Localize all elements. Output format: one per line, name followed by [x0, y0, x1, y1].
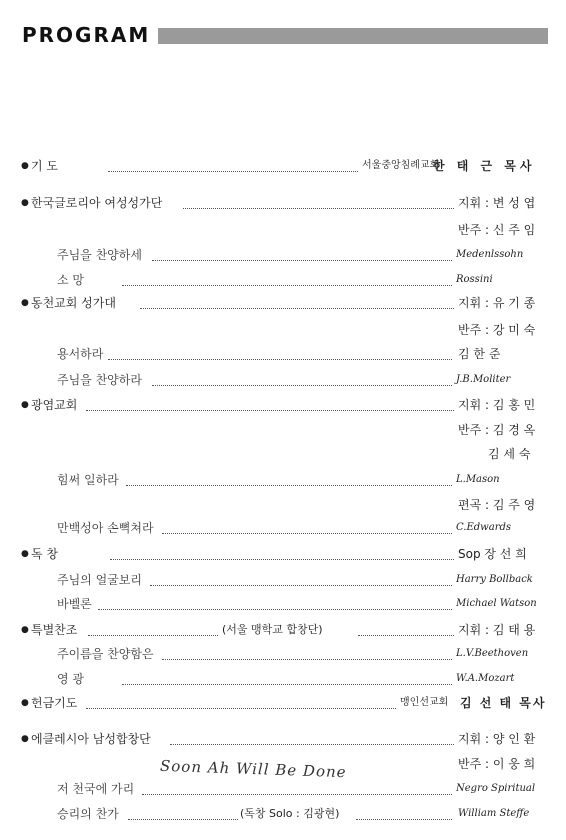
item-title: 독 창	[31, 547, 58, 561]
program-item-gwangyeom-church	[0, 395, 566, 415]
bullet-icon: ●	[21, 400, 29, 410]
leader-dots	[108, 170, 358, 172]
song-title: 주이름을 찬양함은	[57, 647, 154, 661]
program-item-ecclesia-choir	[0, 729, 566, 749]
composer: Michael Watson	[456, 598, 537, 609]
pastor-name: 김 선 태 목사	[460, 696, 547, 710]
accompanist: 반주 : 김 경 옥	[458, 423, 536, 437]
program-header	[22, 24, 548, 48]
program-song	[0, 344, 566, 364]
program-song	[0, 644, 566, 664]
item-title: 특별찬조	[31, 623, 78, 637]
bullet-icon: ●	[21, 698, 29, 708]
leader-dots	[142, 793, 452, 795]
item-title: 헌금기도	[31, 696, 78, 710]
program-item-offering-prayer	[0, 693, 566, 713]
program-subline	[0, 420, 566, 440]
church-name: 서울중앙침례교회	[362, 160, 440, 171]
program-subline	[0, 444, 566, 464]
accompanist: 반주 : 이 웅 희	[458, 757, 536, 771]
program-item-prayer	[0, 156, 566, 176]
leader-dots	[152, 384, 452, 386]
soloist-note: (독창 Solo : 김광현)	[240, 807, 340, 820]
program-song	[0, 804, 566, 824]
leader-dots	[86, 409, 454, 411]
item-title: 광염교회	[31, 398, 78, 412]
bullet-icon: ●	[21, 625, 29, 635]
program-song	[0, 270, 566, 290]
song-title: 영 광	[57, 672, 84, 686]
bullet-icon: ●	[21, 198, 29, 208]
program-song	[0, 779, 566, 799]
song-title: 주님을 찬양하라	[57, 373, 142, 387]
accompanist: 반주 : 신 주 임	[458, 223, 536, 237]
program-song	[0, 470, 566, 490]
program-item-gloria-choir	[0, 193, 566, 213]
leader-dots	[86, 707, 396, 709]
leader-dots	[140, 307, 454, 309]
composer: 김 한 준	[458, 347, 501, 361]
conductor: 지휘 : 양 인 환	[458, 732, 536, 746]
accompanist-2: 김 세 숙	[488, 447, 531, 461]
conductor: 지휘 : 변 성 엽	[458, 196, 536, 210]
header-bar	[158, 28, 548, 44]
program-title: PROGRAM	[22, 23, 151, 47]
bullet-icon: ●	[21, 549, 29, 559]
item-title: 한국글로리아 여성성가단	[31, 196, 163, 210]
composer: William Steffe	[458, 808, 530, 819]
bullet-icon: ●	[21, 298, 29, 308]
program-subline	[0, 495, 566, 515]
pastor-name: 한 태 근 목사	[433, 159, 536, 173]
song-title: 만백성아 손뼉쳐라	[57, 521, 154, 535]
leader-dots	[110, 558, 454, 560]
conductor: 지휘 : 김 태 용	[458, 623, 536, 637]
program-song	[0, 594, 566, 614]
bullet-icon: ●	[21, 734, 29, 744]
leader-dots	[88, 634, 218, 636]
leader-dots	[162, 658, 452, 660]
leader-dots	[358, 634, 454, 636]
leader-dots	[122, 683, 452, 685]
bullet-icon: ●	[21, 161, 29, 171]
item-title: 에클레시아 남성합창단	[31, 732, 151, 746]
program-item-special-guest	[0, 620, 566, 640]
leader-dots	[356, 818, 452, 820]
program-song	[0, 518, 566, 538]
leader-dots	[170, 743, 454, 745]
program-song	[0, 370, 566, 390]
leader-dots	[126, 484, 452, 486]
song-title: 주님을 찬양하세	[57, 248, 142, 262]
performer-note: (서울 맹학교 합창단)	[222, 623, 323, 636]
song-title: 힘써 일하라	[57, 473, 119, 487]
program-subline	[0, 320, 566, 340]
composer: C.Edwards	[456, 522, 512, 533]
leader-dots	[128, 818, 238, 820]
composer: Rossini	[456, 274, 493, 285]
song-title: 용서하라	[57, 347, 104, 361]
conductor: 지휘 : 김 홍 민	[458, 398, 536, 412]
leader-dots	[152, 259, 452, 261]
program-song	[0, 570, 566, 590]
leader-dots	[122, 284, 452, 286]
arranger: 편곡 : 김 주 영	[458, 498, 536, 512]
song-title: 바벨론	[57, 597, 92, 611]
conductor: 지휘 : 유 기 종	[458, 296, 536, 310]
composer: Harry Bollback	[456, 574, 533, 585]
church-name: 맹인선교회	[400, 697, 449, 708]
handwritten-note: Soon Ah Will Be Done	[159, 756, 347, 782]
song-title: 주님의 얼굴보리	[57, 573, 142, 587]
song-title: 소 망	[57, 273, 84, 287]
soloist: Sop 장 선 희	[458, 547, 527, 561]
item-title: 동천교회 성가대	[31, 296, 116, 310]
composer: L.V.Beethoven	[456, 648, 529, 659]
program-subline	[0, 220, 566, 240]
program-item-dongcheon-choir	[0, 293, 566, 313]
program-song	[0, 245, 566, 265]
program-item-solo	[0, 544, 566, 564]
leader-dots	[98, 608, 452, 610]
song-title: 저 천국에 가리	[57, 782, 135, 796]
item-title: 기 도	[31, 159, 58, 173]
composer: Negro Spiritual	[456, 783, 536, 794]
composer: Medenlssohn	[456, 249, 524, 260]
leader-dots	[108, 358, 452, 360]
leader-dots	[150, 584, 452, 586]
leader-dots	[162, 532, 452, 534]
accompanist: 반주 : 강 미 숙	[458, 323, 536, 337]
song-title: 승리의 찬가	[57, 807, 119, 821]
composer: L.Mason	[456, 474, 500, 485]
composer: J.B.Moliter	[456, 374, 511, 385]
composer: W.A.Mozart	[456, 673, 515, 684]
leader-dots	[183, 207, 454, 209]
program-song	[0, 669, 566, 689]
